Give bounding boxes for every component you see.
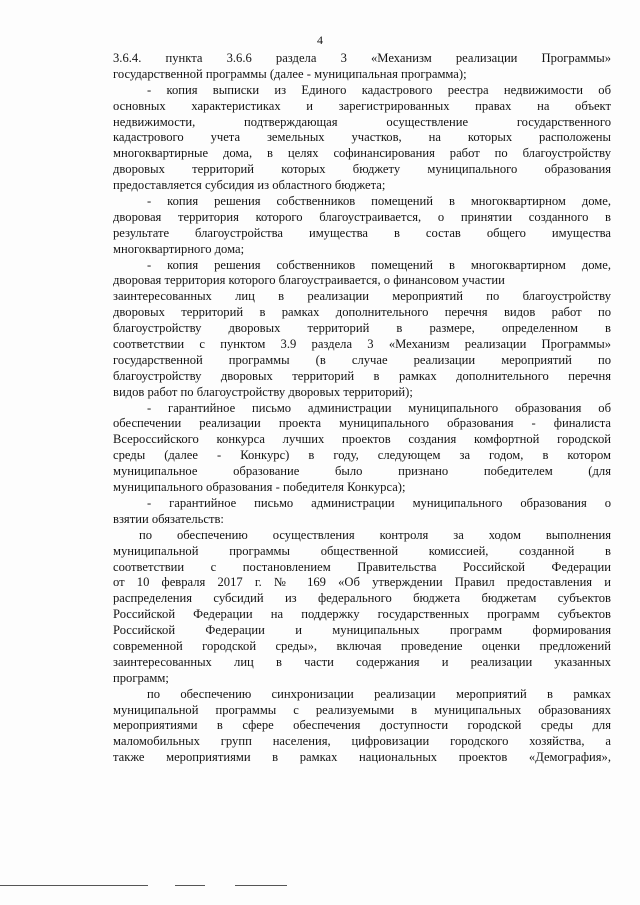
text-line: дворовая территория которого благоустраивается, о финансовом участии bbox=[113, 273, 505, 288]
text-line: по обеспечению синхронизации реализации мероприятий в рамках bbox=[147, 686, 611, 701]
text-line: результате благоустройства имущества в состав общего имущества bbox=[113, 225, 611, 240]
text-line: благоустройству дворовых территорий в размере, определенном в bbox=[113, 321, 611, 336]
footer-rule bbox=[0, 885, 148, 886]
text-line: кадастрового учета земельных участков, на которых расположены bbox=[113, 130, 611, 145]
text-line: основных характеристиках и зарегистрированных правах на объект bbox=[113, 98, 611, 113]
text-line: маломобильных групп населения, цифровизации городского хозяйства, а bbox=[113, 734, 611, 749]
document-body bbox=[113, 51, 611, 766]
text-line: также мероприятиями в рамках национальных проектов «Демография», bbox=[113, 750, 611, 765]
text-line: заинтересованных лиц в реализации мероприятий по благоустройству bbox=[113, 289, 611, 304]
text-line: взятии обязательств: bbox=[113, 511, 224, 526]
text-line: многоквартирные дома, в целях софинансирования работ по благоустройству bbox=[113, 146, 611, 161]
text-line: благоустройству дворовых территорий в рамках дополнительного перечня bbox=[113, 368, 611, 383]
text-line: по обеспечению осуществления контроля за ходом выполнения bbox=[139, 527, 611, 542]
text-line: - копия решения собственников помещений в многоквартирном доме, bbox=[147, 257, 611, 272]
text-line: обеспечении реализации проекта муниципального образования - финалиста bbox=[113, 416, 611, 431]
text-line: дворовых территорий в рамках дополнительного перечня видов работ по bbox=[113, 305, 611, 320]
text-line: соответствии с пунктом 3.9 раздела 3 «Механизм реализации Программы» bbox=[113, 337, 611, 352]
text-line: муниципальной программы с реализуемыми в муниципальных образованиях bbox=[113, 702, 611, 717]
text-line: Всероссийского конкурса лучших проектов создания комфортной городской bbox=[113, 432, 611, 447]
text-line: муниципального образования - победителя Конкурса); bbox=[113, 480, 406, 495]
page-number: 4 bbox=[317, 33, 323, 47]
text-line: распределения субсидий из федерального бюджета бюджетам субъектов bbox=[113, 591, 611, 606]
footer-rule bbox=[175, 885, 205, 886]
text-line: программ; bbox=[113, 670, 169, 685]
text-line: муниципальное образование было признано победителем (для bbox=[113, 464, 611, 479]
text-line: видов работ по благоустройству дворовых территорий); bbox=[113, 384, 413, 399]
text-line: многоквартирного дома; bbox=[113, 241, 245, 256]
text-line: предоставляется субсидия из областного бюджета; bbox=[113, 178, 386, 193]
text-line: дворовых территорий которых бюджету муниципального образования bbox=[113, 162, 611, 177]
text-line: мероприятиями в сфере обеспечения доступности городской среды для bbox=[113, 718, 611, 733]
text-line: Российской Федерации на поддержку государственных программ субъектов bbox=[113, 607, 611, 622]
text-line: Российской Федерации и муниципальных программ формирования bbox=[113, 623, 611, 638]
text-line: от 10 февраля 2017 г. № 169 «Об утверждении Правил предоставления и bbox=[113, 575, 611, 590]
footer-rule bbox=[235, 885, 287, 886]
text-line: муниципальной программы общественной комиссией, созданной в bbox=[113, 543, 611, 558]
text-line: - копия решения собственников помещений в многоквартирном доме, bbox=[147, 194, 611, 209]
text-line: государственной программы (далее - муниципальная программа); bbox=[113, 66, 467, 81]
text-line: среды (далее - Конкурс) в году, следующем за годом, в котором bbox=[113, 448, 611, 463]
text-line: - гарантийное письмо администрации муниципального образования об bbox=[147, 400, 611, 415]
text-line: 3.6.4. пункта 3.6.6 раздела 3 «Механизм реализации Программы» bbox=[113, 51, 611, 65]
text-line: дворовая территория которого благоустраивается, о принятии созданного в bbox=[113, 209, 611, 224]
text-line: недвижимости, подтверждающая осуществление государственного bbox=[113, 114, 611, 129]
text-line: современной городской среды», включая проведение оценки предложений bbox=[113, 638, 611, 653]
text-line: государственной программы (в случае реализации мероприятий по bbox=[113, 352, 611, 367]
text-line: соответствии с постановлением Правительства Российской Федерации bbox=[113, 559, 611, 574]
text-line: заинтересованных лиц в части содержания и реализации указанных bbox=[113, 654, 611, 669]
text-line: - гарантийное письмо администрации муниципального образования о bbox=[147, 495, 611, 510]
text-line: - копия выписки из Единого кадастрового реестра недвижимости об bbox=[147, 82, 611, 97]
